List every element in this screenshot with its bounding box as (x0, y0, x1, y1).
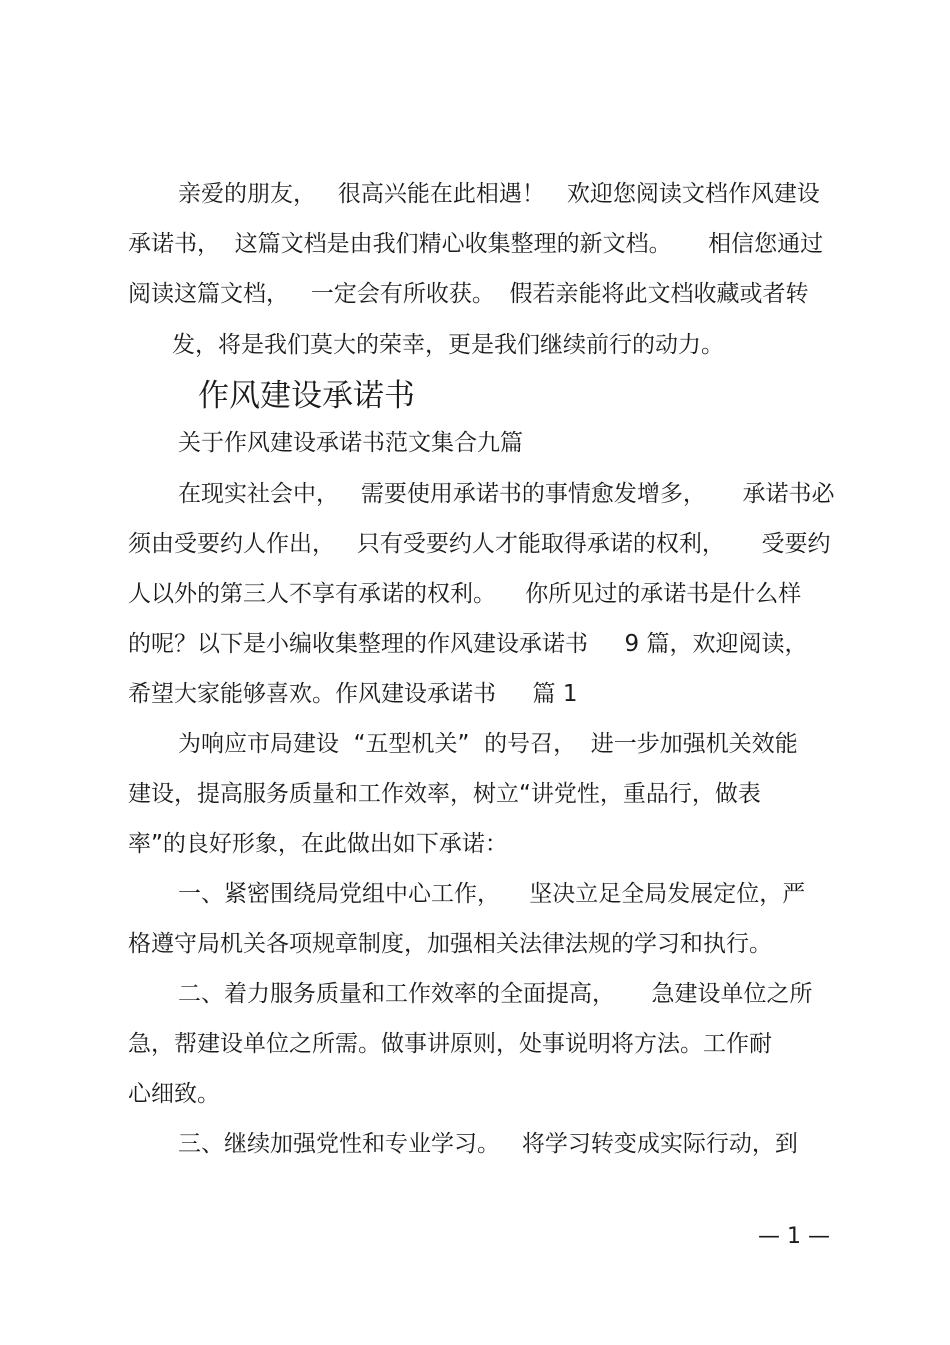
body-line: 一、紧密围绕局党组中心工作， 坚决立足全局发展定位，严 (178, 881, 806, 907)
body-line: 须由受要约人作出， 只有受要约人才能取得承诺的权利， 受要约 (128, 531, 831, 557)
body-line: 率”的良好形象，在此做出如下承诺： (128, 831, 508, 857)
body-line: 的呢？以下是小编收集整理的作风建设承诺书 9 篇，欢迎阅读， (128, 631, 808, 657)
intro-line-2: 承诺书， 这篇文档是由我们精心收集整理的新文档。 相信您通过 (128, 231, 824, 257)
body-line: 三、继续加强党性和专业学习。 将学习转变成实际行动，到 (178, 1131, 798, 1157)
intro-line-4: 发，将是我们莫大的荣幸，更是我们继续前行的动力。 (172, 332, 724, 358)
body-line: 为响应市局建设 “五型机关” 的号召， 进一步加强机关效能 (178, 731, 798, 757)
body-line: 急，帮建设单位之所需。做事讲原则，处事说明将方法。工作耐 (128, 1031, 772, 1057)
body-line: 希望大家能够喜欢。作风建设承诺书 篇 1 (128, 681, 578, 707)
intro-line-1: 亲爱的朋友， 很高兴能在此相遇！ 欢迎您阅读文档作风建设 (178, 181, 820, 207)
document-subtitle: 关于作风建设承诺书范文集合九篇 (178, 430, 523, 456)
body-line: 在现实社会中， 需要使用承诺书的事情愈发增多， 承诺书必 (178, 481, 835, 507)
body-line: 二、着力服务质量和工作效率的全面提高， 急建设单位之所 (178, 981, 813, 1007)
document-title: 作风建设承诺书 (198, 378, 415, 414)
body-line: 心细致。 (128, 1081, 220, 1107)
page-number: — 1 — (758, 1224, 830, 1249)
body-line: 人以外的第三人不享有承诺的权利。 你所见过的承诺书是什么样 (128, 581, 802, 607)
intro-line-3: 阅读这篇文档， 一定会有所收获。 假若亲能将此文档收藏或者转 (128, 281, 809, 307)
body-line: 格遵守局机关各项规章制度，加强相关法律法规的学习和执行。 (128, 931, 772, 957)
body-line: 建设，提高服务质量和工作效率，树立“讲党性，重品行，做表 (128, 781, 761, 807)
